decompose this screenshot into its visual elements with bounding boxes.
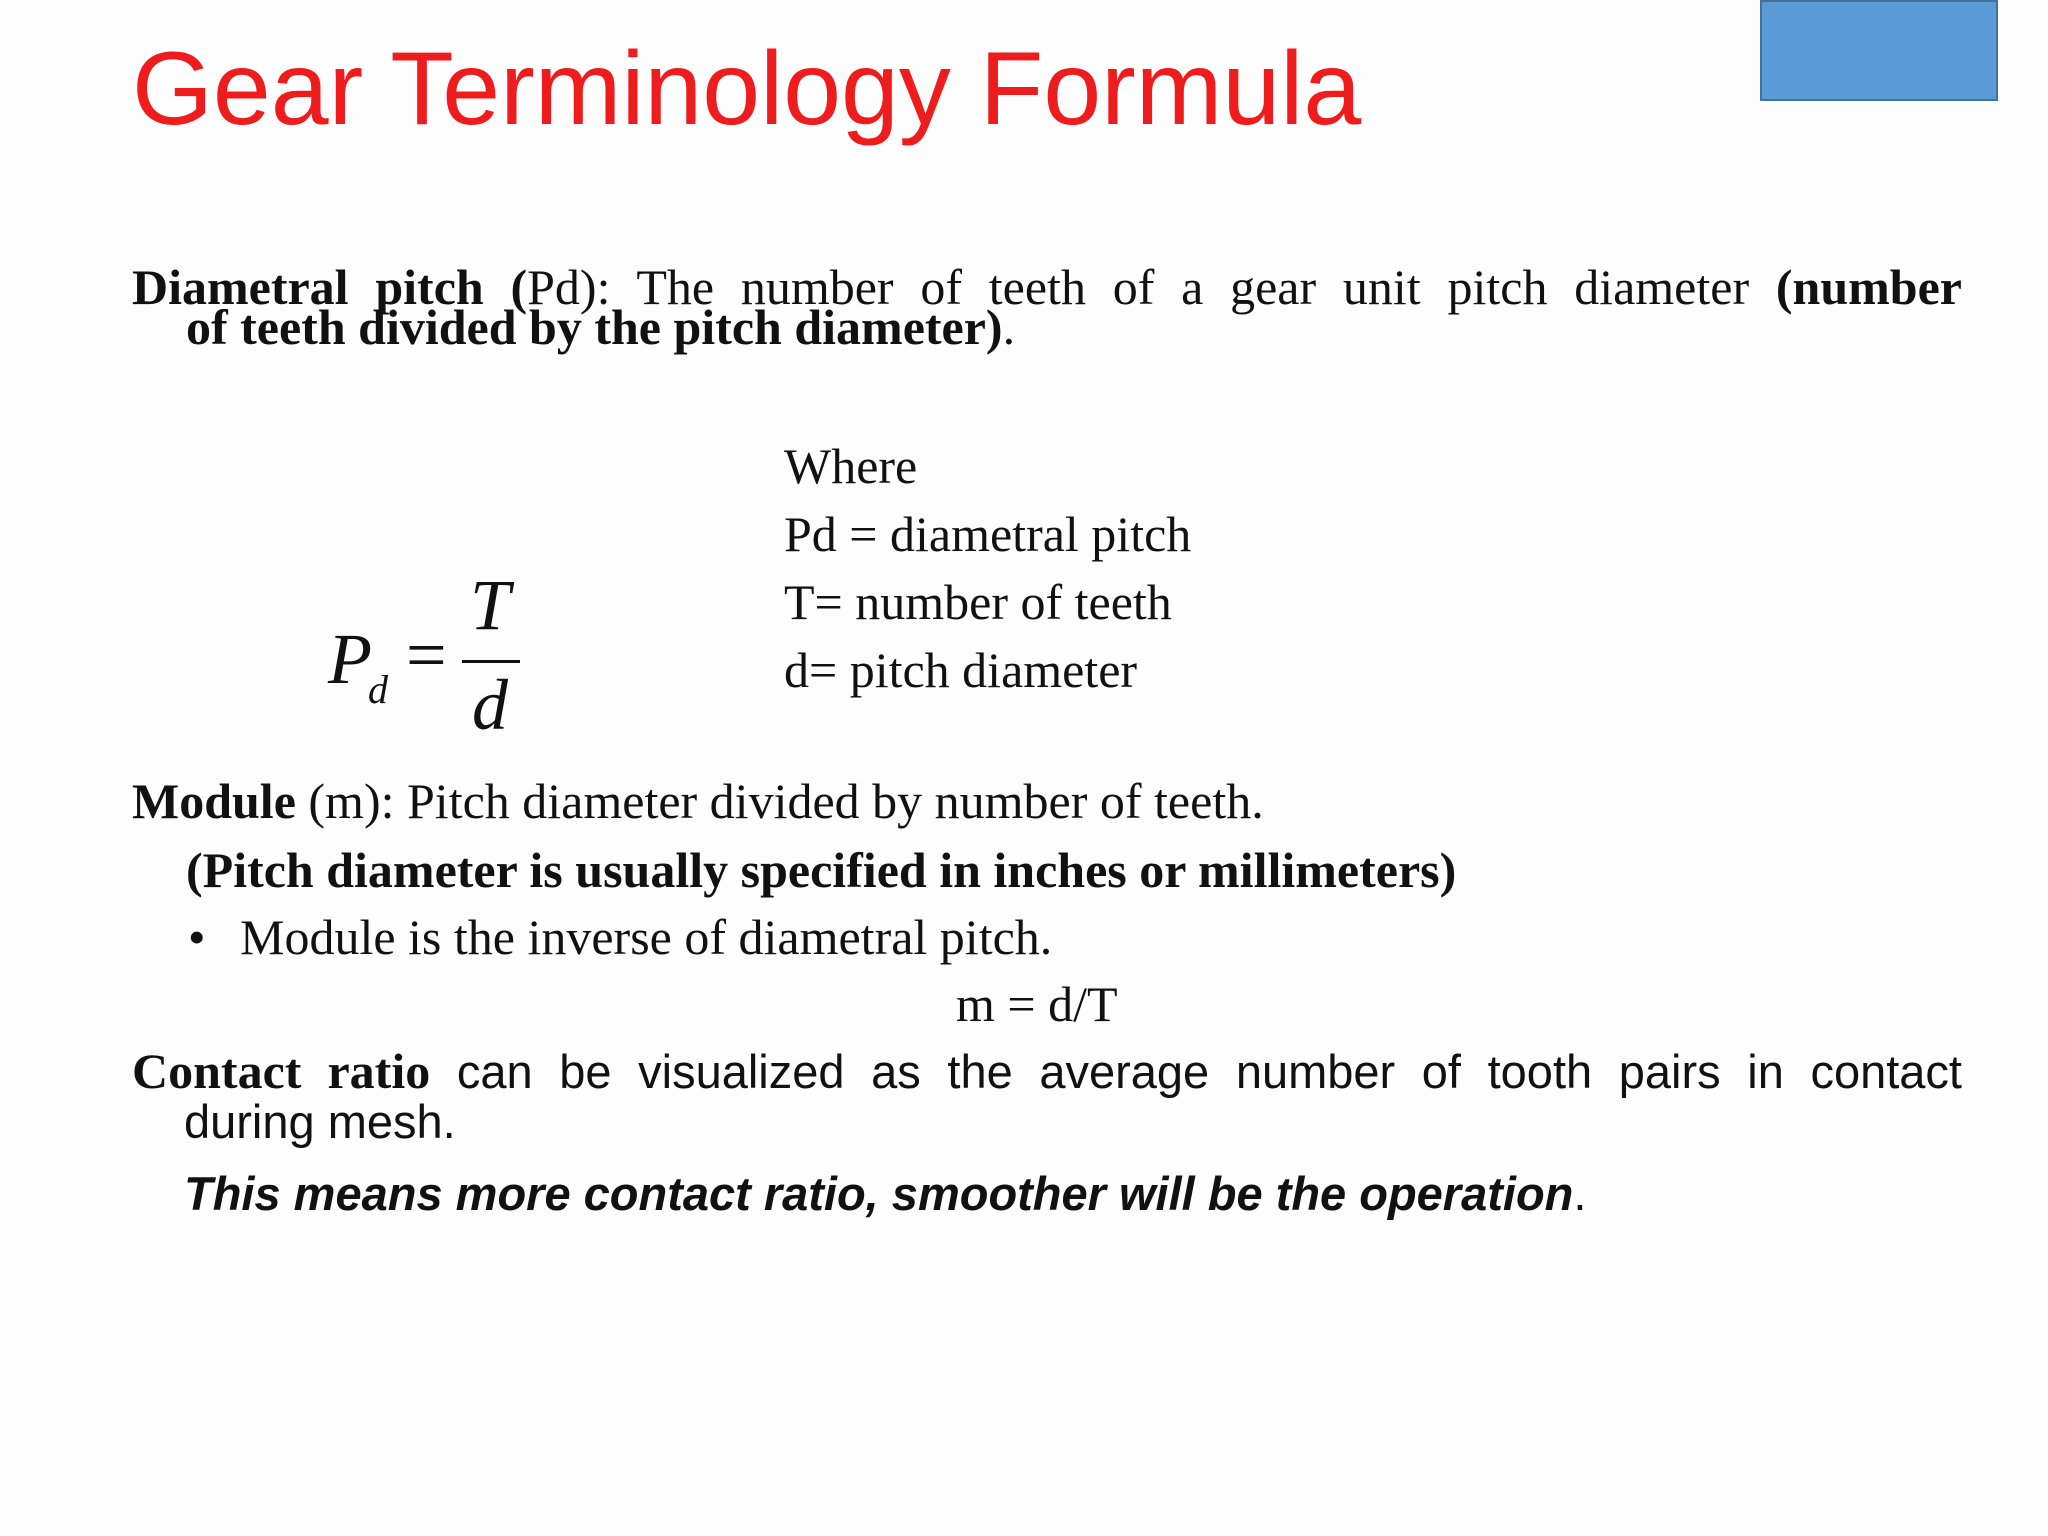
corner-blue-rectangle: [1760, 0, 1998, 101]
where-line-t: T= number of teeth: [784, 574, 1172, 630]
module-text: (m): Pitch diameter divided by number of teeth.: [295, 773, 1264, 829]
where-heading: Where: [784, 438, 918, 494]
diametral-pitch-end: .: [1002, 299, 1016, 355]
contact-ratio-emphasis-text: This means more contact ratio, smoother will be the operation: [184, 1167, 1574, 1220]
module-note: (Pitch diameter is usually specified in inches or millimeters): [186, 842, 1457, 898]
diametral-pitch-continuation: [186, 299, 1016, 355]
module-bullet-text: Module is the inverse of diametral pitch.: [240, 909, 1053, 965]
module-definition: [132, 772, 1264, 830]
contact-ratio-text: can be visualized as the average number of tooth pairs in contact: [430, 1045, 1962, 1098]
module-equation: m = d/T: [956, 976, 1118, 1032]
contact-ratio-continuation: during mesh.: [184, 1095, 456, 1148]
bullet-icon: •: [188, 909, 206, 965]
contact-ratio-term: Contact ratio: [132, 1043, 431, 1099]
diametral-pitch-formula: [328, 565, 558, 750]
where-legend: [784, 432, 1191, 704]
diametral-pitch-bold-open: (number: [1775, 259, 1962, 315]
diametral-pitch-bold-cont: of teeth divided by the pitch diameter): [186, 299, 1003, 355]
contact-ratio-emphasis-end: .: [1573, 1167, 1587, 1220]
module-bullet-item: [188, 908, 1053, 966]
formula-subscript-d: d: [368, 667, 388, 712]
contact-ratio-emphasis: [184, 1166, 1586, 1221]
where-line-pd: Pd = diametral pitch: [784, 506, 1192, 562]
formula-numerator: T: [470, 565, 511, 645]
formula-fraction-bar: [462, 660, 520, 663]
formula-equals: =: [406, 615, 447, 695]
formula-denominator: d: [472, 665, 508, 745]
module-term: Module: [132, 773, 296, 829]
where-line-d: d= pitch diameter: [784, 642, 1138, 698]
slide-title: Gear Terminology Formula: [132, 31, 1362, 147]
contact-ratio-definition: [132, 1043, 1962, 1099]
formula-p: P: [328, 619, 372, 699]
diametral-pitch-text: Pd): The number of teeth of a gear unit pitch diameter: [527, 259, 1776, 315]
diametral-pitch-term: Diametral pitch (: [132, 259, 528, 315]
